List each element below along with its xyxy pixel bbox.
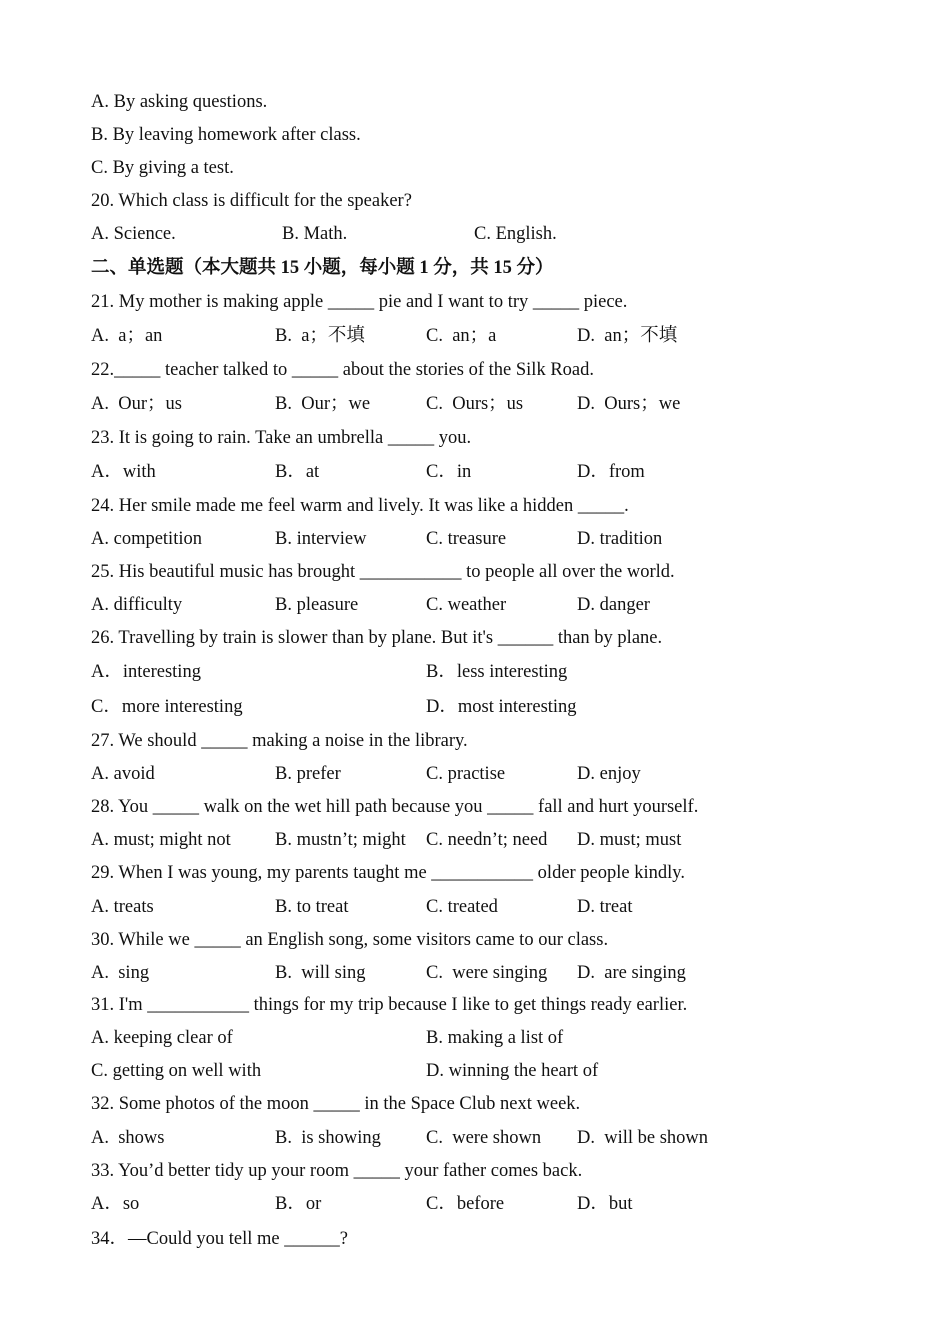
q33-option-b: B．or: [275, 1194, 322, 1214]
q23-option-d: D．from: [577, 462, 645, 482]
q28-option-d: D. must; must: [577, 830, 682, 850]
q22-option-d: D. Ours；we: [577, 394, 681, 414]
q27-option-b: B. prefer: [275, 764, 341, 784]
q22-option-a: A. Our；us: [91, 394, 182, 414]
q23-option-a: A．with: [91, 462, 156, 482]
question-28: 28. You _____ walk on the wet hill path because you _____ fall and hurt yourself.: [91, 797, 699, 817]
q24-option-a: A. competition: [91, 529, 202, 549]
q26-option-c: C．more interesting: [91, 697, 243, 717]
q33-option-a: A．so: [91, 1194, 140, 1214]
question-23: 23. It is going to rain. Take an umbrella _____ you.: [91, 428, 472, 448]
q29-option-a: A. treats: [91, 897, 154, 917]
q23-option-b: B．at: [275, 462, 320, 482]
q30-option-d: D. are singing: [577, 963, 686, 983]
q33-option-c: C．before: [426, 1194, 505, 1214]
q27-option-c: C. practise: [426, 764, 506, 784]
q19-option-a: A. By asking questions.: [91, 92, 268, 112]
q24-option-d: D. tradition: [577, 529, 663, 549]
q32-option-b: B. is showing: [275, 1128, 381, 1148]
q19-option-b: B. By leaving homework after class.: [91, 125, 361, 145]
question-26: 26. Travelling by train is slower than by plane. But it's ______ than by plane.: [91, 628, 663, 648]
q29-option-b: B. to treat: [275, 897, 349, 917]
question-20: 20. Which class is difficult for the speaker?: [91, 191, 412, 211]
q29-option-c: C. treated: [426, 897, 498, 917]
q21-option-a: A. a；an: [91, 326, 163, 346]
q20-option-c: C. English.: [474, 224, 557, 244]
q26-option-b: B．less interesting: [426, 662, 568, 682]
q32-option-a: A. shows: [91, 1128, 165, 1148]
q23-option-c: C．in: [426, 462, 472, 482]
q31-option-a: A. keeping clear of: [91, 1028, 233, 1048]
q30-option-c: C. were singing: [426, 963, 548, 983]
question-29: 29. When I was young, my parents taught me ___________ older people kindly.: [91, 863, 685, 883]
question-33: 33. You’d better tidy up your room _____ your father comes back.: [91, 1161, 583, 1181]
q25-option-c: C. weather: [426, 595, 507, 615]
q25-option-a: A. difficulty: [91, 595, 183, 615]
q27-option-a: A. avoid: [91, 764, 155, 784]
q26-option-a: A．interesting: [91, 662, 201, 682]
q24-option-c: C. treasure: [426, 529, 507, 549]
question-27: 27. We should _____ making a noise in the library.: [91, 731, 468, 751]
q31-option-c: C. getting on well with: [91, 1061, 262, 1081]
q31-option-d: D. winning the heart of: [426, 1061, 599, 1081]
q21-option-c: C. an；a: [426, 326, 497, 346]
q25-option-b: B. pleasure: [275, 595, 359, 615]
q26-option-d: D．most interesting: [426, 697, 577, 717]
q33-option-d: D．but: [577, 1194, 633, 1214]
q19-option-c: C. By giving a test.: [91, 158, 234, 178]
question-30: 30. While we _____ an English song, some visitors came to our class.: [91, 930, 609, 950]
q32-option-d: D. will be shown: [577, 1128, 709, 1148]
q27-option-d: D. enjoy: [577, 764, 641, 784]
q22-option-b: B. Our；we: [275, 394, 371, 414]
q20-option-a: A. Science.: [91, 224, 176, 244]
question-25: 25. His beautiful music has brought ___________ to people all over the world.: [91, 562, 675, 582]
question-21: 21. My mother is making apple _____ pie and I want to try _____ piece.: [91, 292, 628, 312]
q30-option-a: A. sing: [91, 963, 150, 983]
q22-option-c: C. Ours；us: [426, 394, 524, 414]
question-22: 22._____ teacher talked to _____ about the stories of the Silk Road.: [91, 360, 594, 380]
q30-option-b: B. will sing: [275, 963, 366, 983]
section-heading: 二、单选题（本大题共 15 小题，每小题 1 分，共 15 分）: [91, 258, 554, 278]
q28-option-a: A. must; might not: [91, 830, 231, 850]
question-31: 31. I'm ___________ things for my trip because I like to get things ready earlier.: [91, 995, 688, 1015]
q24-option-b: B. interview: [275, 529, 367, 549]
q25-option-d: D. danger: [577, 595, 650, 615]
q28-option-c: C. needn’t; need: [426, 830, 548, 850]
q28-option-b: B. mustn’t; might: [275, 830, 406, 850]
q31-option-b: B. making a list of: [426, 1028, 564, 1048]
q20-option-b: B. Math.: [282, 224, 348, 244]
q32-option-c: C. were shown: [426, 1128, 542, 1148]
q29-option-d: D. treat: [577, 897, 633, 917]
q21-option-d: D. an；不填: [577, 326, 678, 346]
q21-option-b: B. a；不填: [275, 326, 365, 346]
question-34: 34．—Could you tell me ______?: [91, 1229, 348, 1249]
question-24: 24. Her smile made me feel warm and lively. It was like a hidden _____.: [91, 496, 629, 516]
question-32: 32. Some photos of the moon _____ in the Space Club next week.: [91, 1094, 581, 1114]
